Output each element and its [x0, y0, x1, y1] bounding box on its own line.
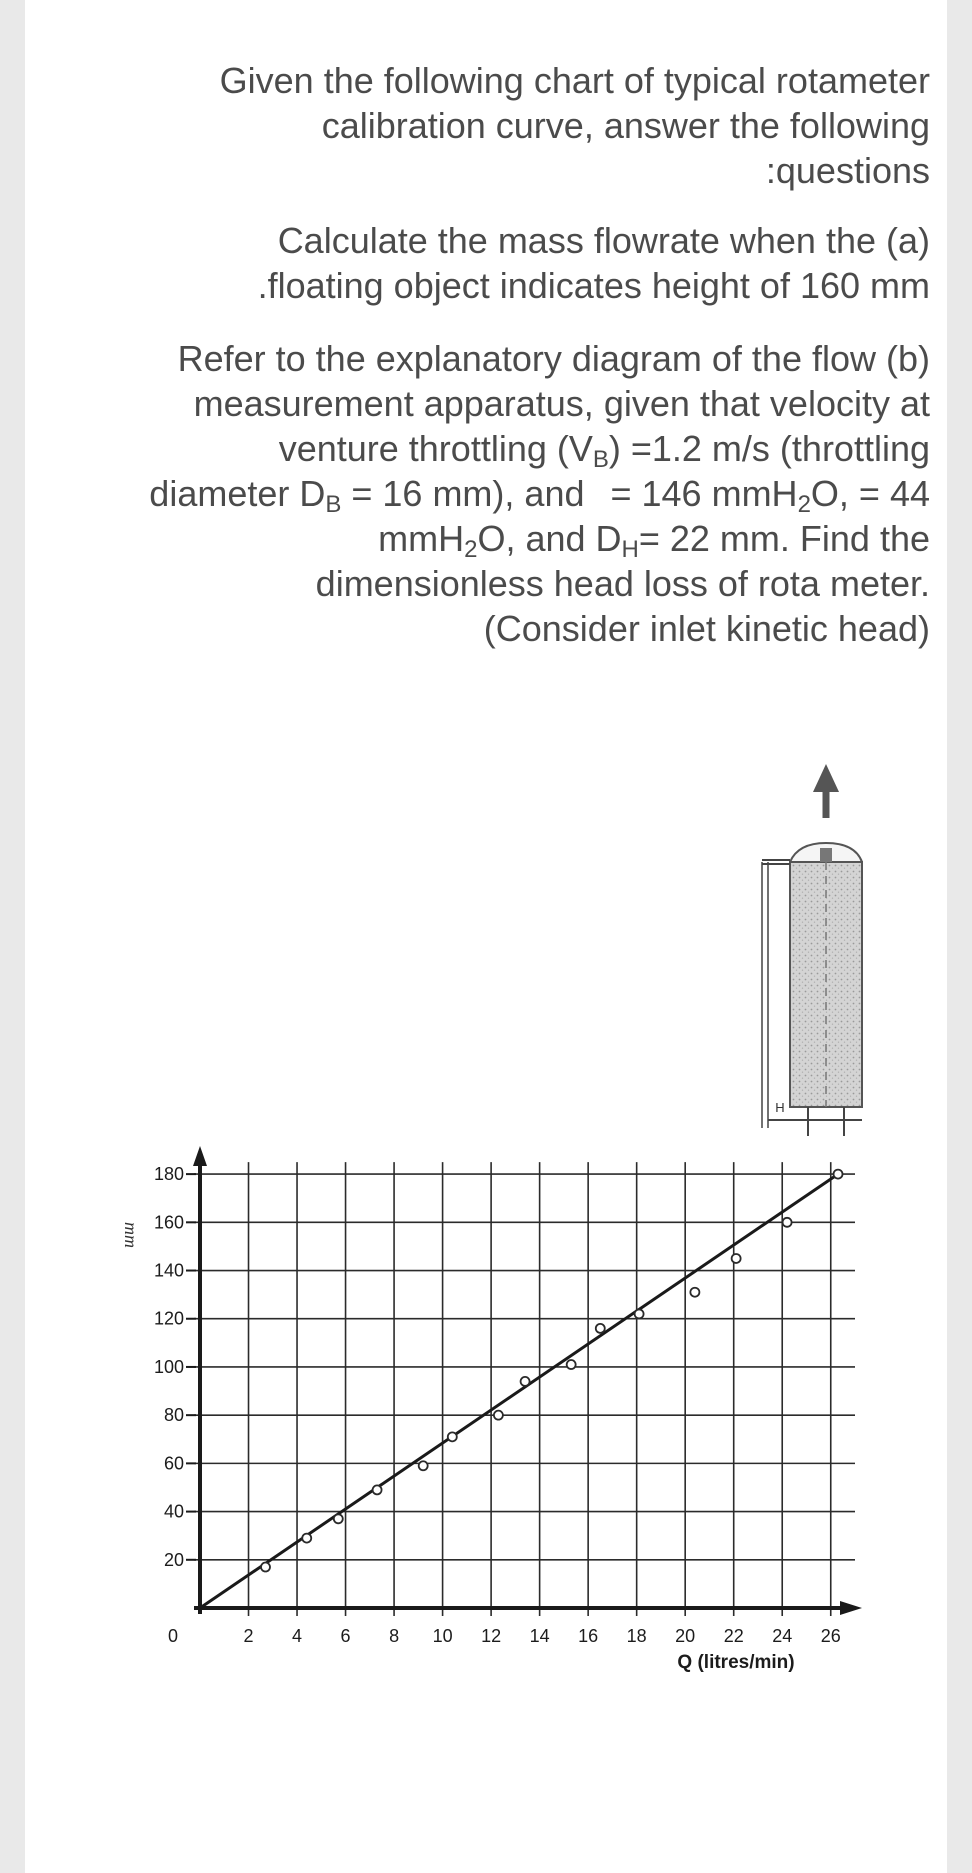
intro-line: :questions — [765, 150, 930, 191]
text-run: O, = 44 — [810, 473, 930, 514]
y-tick-label: 120 — [153, 1308, 184, 1329]
y-tick-label: 140 — [153, 1260, 184, 1281]
text-run: = 16 mm), and — [341, 473, 585, 514]
x-tick-label: 6 — [340, 1626, 351, 1646]
x-axis-arrow-icon — [840, 1601, 862, 1615]
y-tick-label: 60 — [163, 1453, 184, 1474]
intro-line: Given the following chart of typical rotameter — [219, 60, 930, 101]
x-tick-label: 2 — [243, 1626, 254, 1646]
x-tick-label: 10 — [432, 1626, 453, 1646]
y-tick-label: 180 — [153, 1164, 184, 1185]
part-b-line: Refer to the explanatory diagram of the flow (b) — [177, 338, 930, 379]
data-point — [635, 1309, 644, 1318]
x-axis-title: Q (litres/min) — [677, 1652, 795, 1673]
calibration-line — [200, 1174, 838, 1608]
rotameter-tube — [790, 862, 862, 1107]
text-run: venture throttling (V — [278, 428, 593, 469]
part-a-line: Calculate the mass flowrate when the (a) — [277, 220, 930, 261]
y-axis-title: mm — [121, 1222, 141, 1248]
data-point — [419, 1461, 428, 1470]
y-tick-label: 160 — [153, 1212, 184, 1233]
intro-line: calibration curve, answer the following — [321, 105, 930, 146]
data-point — [783, 1218, 792, 1227]
x-tick-label: 16 — [578, 1626, 599, 1646]
flow-arrow-up-icon — [813, 764, 839, 792]
text-run: ) =1.2 m/s (throttling — [608, 428, 930, 469]
part-b-line: measurement apparatus, given that velocity at — [193, 383, 930, 424]
text-run: mmH — [378, 518, 465, 559]
subscript: 2 — [464, 536, 478, 563]
x-tick-label: 0 — [167, 1626, 179, 1646]
text-run: = 22 mm. Find the — [638, 518, 930, 559]
x-tick-label: 4 — [292, 1626, 303, 1646]
x-tick-label: 8 — [389, 1626, 400, 1646]
data-point — [494, 1411, 503, 1420]
x-tick-label: 12 — [481, 1626, 502, 1646]
rotameter-diagram — [762, 764, 862, 1136]
data-point — [567, 1360, 576, 1369]
data-point — [302, 1534, 311, 1543]
subscript: B — [592, 446, 609, 473]
y-axis-arrow-icon — [193, 1146, 207, 1166]
y-tick-label: 40 — [163, 1501, 184, 1522]
text-run: = 146 mmH — [610, 473, 798, 514]
y-tick-label: 100 — [153, 1356, 184, 1377]
float-stem — [820, 848, 832, 862]
text-run: O, and D — [477, 518, 622, 559]
subscript: 2 — [797, 491, 811, 518]
data-point — [732, 1254, 741, 1263]
data-point — [690, 1288, 699, 1297]
y-tick-label: 80 — [163, 1405, 184, 1426]
part-b-line: dimensionless head loss of rota meter. — [315, 563, 930, 604]
data-point — [261, 1563, 270, 1572]
data-point — [334, 1514, 343, 1523]
text-run: diameter D — [149, 473, 326, 514]
x-tick-label: 24 — [772, 1626, 793, 1646]
data-point — [373, 1485, 382, 1494]
data-point — [448, 1432, 457, 1441]
subscript: H — [621, 536, 639, 563]
data-point — [521, 1377, 530, 1386]
part-a-line: .floating object indicates height of 160 mm — [257, 265, 930, 306]
x-tick-label: 14 — [529, 1626, 550, 1646]
x-tick-label: 20 — [675, 1626, 696, 1646]
data-point — [596, 1324, 605, 1333]
height-marker-label: H — [775, 1100, 785, 1115]
data-point — [834, 1170, 843, 1179]
subscript: B — [325, 491, 342, 518]
x-tick-label: 18 — [626, 1626, 647, 1646]
x-tick-label: 22 — [723, 1626, 744, 1646]
calibration-chart — [121, 1146, 862, 1673]
part-b-line: (Consider inlet kinetic head) — [483, 608, 930, 649]
y-tick-label: 20 — [163, 1549, 184, 1570]
x-tick-label: 26 — [820, 1626, 841, 1646]
